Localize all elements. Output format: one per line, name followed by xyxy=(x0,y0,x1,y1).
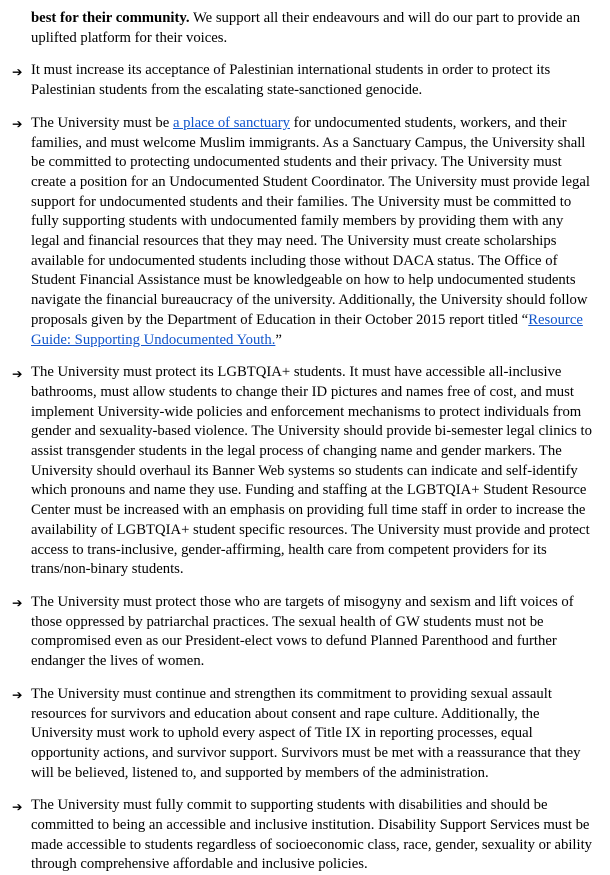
text-run: for undocumented students, workers, and their families, and must welcome Muslim immigrants. As a Sanctuary Campus, the University shall be committed to protecting undocumented students and their privacy. The University must create a position for an Undocumented Student Coordinator. The University must provide legal support for undocumented students and their families. The University must be committed to fully supporting students with undocumented family members by providing them with any legal and financial resources that they may need. The University must create scholarships available for undocumented students including those without DACA status. The Office of Student Financial Assistance must be knowledgeable on how to help undocumented students navigate the financial bureaucracy of the university. Additionally, the University should follow proposals given by the Department of Education in their October 2015 report titled “ xyxy=(31,114,590,328)
demand-item xyxy=(12,61,595,100)
text-run: It must increase its acceptance of Palestinian international students in order to protect its Palestinian students from the escalating state-sanctioned genocide. xyxy=(31,62,551,99)
demand-item xyxy=(12,796,595,875)
text-run: The University must protect its LGBTQIA+ students. It must have accessible all-inclusive bathrooms, must allow students to change their ID pictures and names free of cost, and must implement University-wide policies and enforcement mechanisms to protect individuals from gender and sexuality-based violence. The University should provide bi-semester legal clinics to assist transgender students in the legal process of changing name and gender markers. The University should overhaul its Banner Web systems so students can indicate and self-identify which pronouns and name they use. Funding and staffing at the LGBTQIA+ Student Resource Center must be increased with an emphasis on providing full time staff in order to increase the availability of LGBTQIA+ student specific resources. The University must provide and protect access to trans-inclusive, gender-affirming, health care from competent providers for its trans/non-binary students. xyxy=(31,364,592,578)
inline-link[interactable]: Resource Guide: Supporting Undocumented Youth. xyxy=(31,311,583,348)
arrow-bullet-icon: ➔ xyxy=(12,365,23,381)
text-run: The University must continue and strengthen its commitment to providing sexual assault resources for survivors and education about consent and rape culture. Additionally, the University must work to uphold every aspect of Title IX in reporting processes, equal opportunity actions, and survivor support. Survivors must be met with a reassurance that they will be believed, listened to, and supported by members of the administration. xyxy=(31,685,581,781)
demand-item xyxy=(12,114,595,350)
arrow-bullet-icon: ➔ xyxy=(12,687,23,703)
text-run: The University must fully commit to supporting students with disabilities and should be committed to being an accessible and inclusive institution. Disability Support Services must be made accessible to students regardless of socioeconomic class, race, gender, sexuality or ability through comprehensive affordable and inclusive policies. xyxy=(31,797,593,873)
document-body xyxy=(12,9,595,875)
arrow-bullet-icon: ➔ xyxy=(12,595,23,611)
demand-item xyxy=(12,593,595,672)
inline-link[interactable]: a place of sanctuary xyxy=(172,114,290,131)
demand-item xyxy=(12,685,595,784)
bold-text-run: best for their community. xyxy=(31,10,190,26)
intro-paragraph xyxy=(31,9,595,48)
arrow-bullet-icon: ➔ xyxy=(12,798,23,814)
arrow-bullet-icon: ➔ xyxy=(12,63,23,79)
arrow-bullet-icon: ➔ xyxy=(12,116,23,132)
demand-item xyxy=(12,363,595,580)
text-run: We support all their endeavours and will do our part to provide an uplifted platform for their voices. xyxy=(31,10,581,46)
text-run: The University must be xyxy=(31,114,173,131)
text-run: The University must protect those who are targets of misogyny and sexism and lift voices of those oppressed by patriarchal practices. The sexual health of GW students must not be compromised even as our President-elect vows to defund Planned Parenthood and further endanger the lives of women. xyxy=(31,593,574,670)
text-run: ” xyxy=(275,331,282,348)
